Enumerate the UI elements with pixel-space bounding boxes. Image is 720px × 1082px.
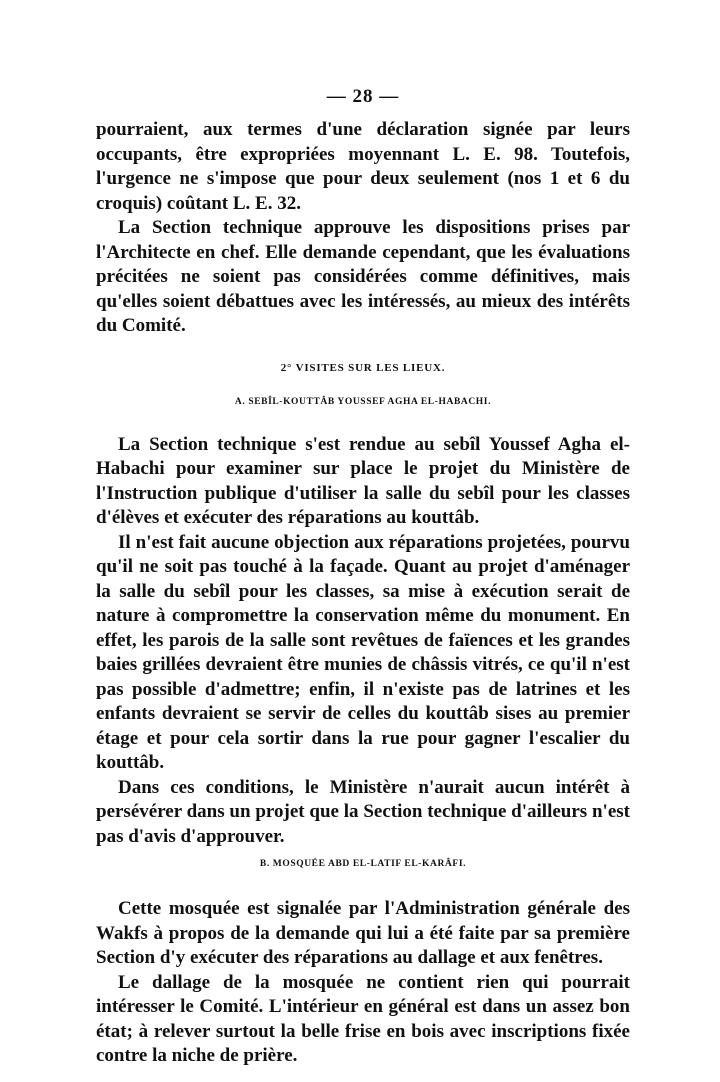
page-number: — 28 — bbox=[326, 86, 400, 107]
intro-paragraph-1: pourraient, aux termes d'une déclaration signée par leurs occupants, être expropriées moyennant L. E. 98. Toutefois, l'urgence ne s'impose que pour deux seulement (nos 1 et 6 du croquis) coûtant L. E. 32. bbox=[96, 119, 630, 214]
subsection-b-heading: B. MOSQUÉE ABD EL-LATIF EL-KARÂFI. bbox=[259, 859, 467, 869]
intro-paragraph-2: La Section technique approuve les dispositions prises par l'Architecte en chef. Elle demande cependant, que les évaluations précitées ne soient pas considérées comme définitives, mais qu'elles soient débattues avec les intéressés, au mieux des intérêts du Comité. bbox=[96, 217, 630, 336]
subsection-b-paragraph-1: Cette mosquée est signalée par l'Administration générale des Wakfs à propos de la demande qui lui a été faite par sa première Section d'y exécuter des réparations au dallage et aux fenêtres. bbox=[96, 898, 630, 968]
section-heading-visites: 2° VISITES SUR LES LIEUX. bbox=[280, 361, 446, 374]
subsection-a-paragraph-2: Il n'est fait aucune objection aux réparations projetées, pourvu qu'il ne soit pas touché à la façade. Quant au projet d'aménager la salle du sebîl pour les classes, sa mise à exécution serait de nature à compromettre la conservation même du monument. En effet, les parois de la salle sont revêtues de faïences et les grandes baies grillées devraient être munies de châssis vitrés, ce qu'il n'est pas possible d'admettre; enfin, il n'existe pas de latrines et les enfants devraient se servir de celles du kouttâb sises au premier étage et pour cela sortir dans la rue pour gagner l'escalier du kouttâb. bbox=[96, 531, 630, 773]
subsection-a-heading: A. SEBÎL-KOUTTÂB YOUSSEF AGHA EL-HABACHI. bbox=[234, 396, 492, 407]
subsection-b-paragraph-2: Le dallage de la mosquée ne contient rien qui pourrait intéresser le Comité. L'intérieur en général est dans un assez bon état; à relever surtout la belle frise en bois avec inscriptions fixée contre la niche de prière. bbox=[96, 971, 630, 1066]
subsection-a-paragraph-1: La Section technique s'est rendue au sebîl Youssef Agha el-Habachi pour examiner sur place le projet du Ministère de l'Instruction publique d'utiliser la salle du sebîl pour les classes d'élèves et exécuter des réparations au kouttâb. bbox=[96, 433, 630, 528]
document-page bbox=[96, 86, 630, 1069]
subsection-a-paragraph-3: Dans ces conditions, le Ministère n'aurait aucun intérêt à persévérer dans un projet que la Section technique d'ailleurs n'est pas d'avis d'approuver. bbox=[96, 776, 630, 847]
